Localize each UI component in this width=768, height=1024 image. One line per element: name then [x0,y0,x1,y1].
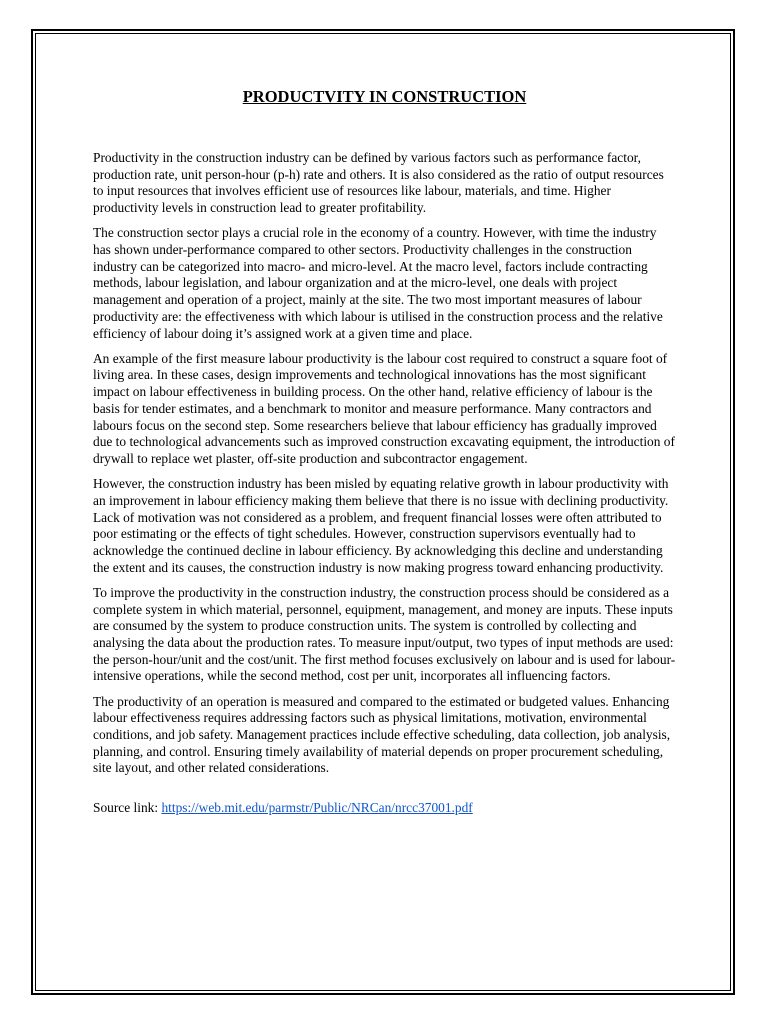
paragraph-1: Productivity in the construction industry can be defined by various factors such as performance factor, production rate, unit person-hour (p-h) rate and others. It is also considered as the ratio of output resources to input resources that involves efficient use of resources like labour, materials, and time. Higher productivity levels in construction lead to greater profitability. [93,150,664,216]
source-link[interactable]: https://web.mit.edu/parmstr/Public/NRCan/nrcc37001.pdf [161,800,473,816]
paragraph-3: An example of the first measure labour productivity is the labour cost required to construct a square foot of living area. In these cases, design improvements and technological innovations has the most significant impact on labour effectiveness in building process. On the other hand, relative efficiency of labour is the basis for tender estimates, and a benchmark to monitor and measure performance. Many contractors and labours focus on the second step. Some researchers believe that labour efficiency has gradually improved due to technological advancements such as improved construction excavating equipment, the introduction of drywall to replace wet plaster, off-site production and subcontractor engagement. [93,350,675,466]
paragraph-2: The construction sector plays a crucial role in the economy of a country. However, with time the industry has shown under-performance compared to other sectors. Productivity challenges in the construction industry can be categorized into macro- and micro-level. At the macro level, factors include contracting methods, labour legislation, and labour organization and at the micro-level, one deals with project management and operation of a project, mainly at the site. The two most important measures of labour productivity are: the effectiveness with which labour is utilised in the construction process and the relative efficiency of labour doing it’s assigned work at a given time and place. [93,225,663,341]
paragraph-4: However, the construction industry has been misled by equating relative growth in labour productivity with an improvement in labour efficiency making them believe that there is no issue with declining productivity. Lack of motivation was not considered as a problem, and frequent financial losses were often attributed to poor estimating or the effects of tight schedules. However, construction supervisors eventually had to acknowledge the continued decline in labour efficiency. By acknowledging this decline and understanding the extent and its causes, the construction industry is now making progress toward enhancing productivity. [93,476,669,575]
source-label: Source link: [93,800,159,816]
document-title: PRODUCTVITY IN CONSTRUCTION [242,87,527,106]
paragraph-6: The productivity of an operation is measured and compared to the estimated or budgeted values. Enhancing labour effectiveness requires addressing factors such as physical limitations, motivation, environmental conditions, and job safety. Management practices include effective scheduling, data collection, job analysis, planning, and control. Ensuring timely availability of material depends on proper procurement scheduling, site layout, and other related considerations. [93,693,671,776]
document-body [93,86,676,817]
source-line [93,800,676,817]
paragraph-5: To improve the productivity in the construction industry, the construction process should be considered as a complete system in which material, personnel, equipment, management, and money are inputs. These inputs are consumed by the system to produce construction units. The system is controlled by collecting and analysing the data about the production rates. To measure input/output, two types of input methods are used: the person-hour/unit and the cost/unit. The first method focuses exclusively on labour and is used for labour-intensive operations, while the second method, cost per unit, incorporates all influencing factors. [93,584,676,684]
